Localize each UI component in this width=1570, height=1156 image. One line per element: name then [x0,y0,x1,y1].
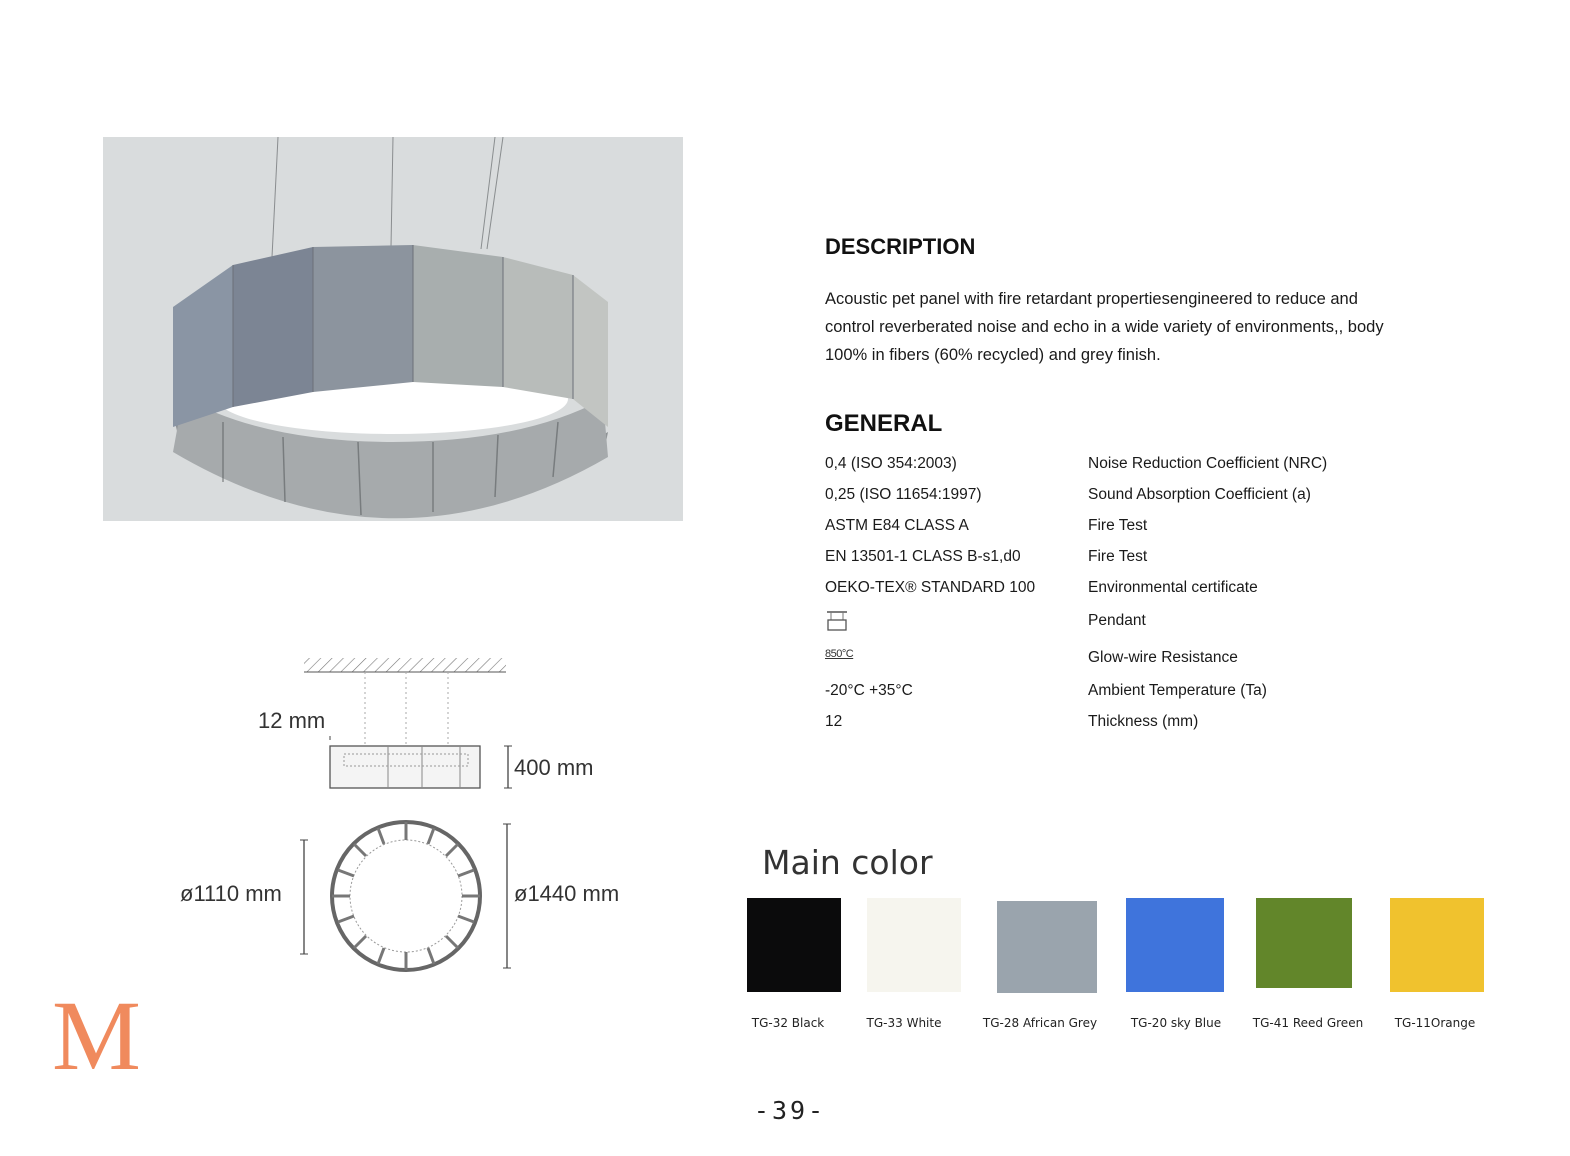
spec-label: Environmental certificate [1088,579,1258,596]
swatch-label: TG-41 Reed Green [1252,1016,1364,1030]
page-number: -39- [753,1096,827,1125]
spec-label: Ambient Temperature (Ta) [1088,682,1267,699]
spec-value: 0,4 (ISO 354:2003) [825,455,957,472]
spec-value: OEKO-TEX® STANDARD 100 [825,579,1036,596]
glow-wire-icon: 850°C [825,648,854,660]
logo-letter: M [52,985,141,1080]
inner-diameter-dimension: ø1110 mm [180,881,282,906]
swatch-label: TG-28 African Grey [982,1016,1098,1030]
swatch-reed-green [1256,898,1352,988]
technical-drawing [170,650,650,980]
swatch-african-grey [997,901,1097,993]
product-image [103,137,683,521]
spec-value: -20°C +35°C [825,682,913,699]
main-color-title: Main color [762,843,933,882]
swatch-label: TG-33 White [866,1016,942,1030]
spec-value: ASTM E84 CLASS A [825,517,969,534]
swatch-label: TG-32 Black [751,1016,825,1030]
description-text: Acoustic pet panel with fire retardant propertiesengineered to reduce and control reverberated noise and echo in a wide variety of environments,, body 100% in fibers (60% recycled) and grey finish. [825,290,1384,364]
pendant-icon [825,610,851,639]
spec-label: Sound Absorption Coefficient (a) [1088,486,1311,503]
swatch-sky-blue [1126,898,1224,992]
swatch-label: TG-11Orange [1394,1016,1476,1030]
swatch-label: TG-20 sky Blue [1130,1016,1222,1030]
spec-value: 12 [825,713,843,730]
spec-label: Noise Reduction Coefficient (NRC) [1088,455,1328,472]
spec-label: Glow-wire Resistance [1088,649,1238,666]
spec-label: Pendant [1088,612,1146,629]
spec-label: Thickness (mm) [1088,713,1199,730]
spec-value: EN 13501-1 CLASS B-s1,d0 [825,548,1021,565]
general-title: GENERAL [825,410,943,437]
thickness-dimension: 12 mm [258,708,326,733]
swatch-orange [1390,898,1484,992]
brand-logo [52,985,142,1080]
height-dimension: 400 mm [514,755,594,780]
spec-label: Fire Test [1088,517,1148,534]
description-title: DESCRIPTION [825,234,976,259]
spec-label: Fire Test [1088,548,1148,565]
swatch-black [747,898,841,992]
spec-value: 0,25 (ISO 11654:1997) [825,486,982,503]
swatch-white [867,898,961,992]
outer-diameter-dimension: ø1440 mm [514,881,620,906]
